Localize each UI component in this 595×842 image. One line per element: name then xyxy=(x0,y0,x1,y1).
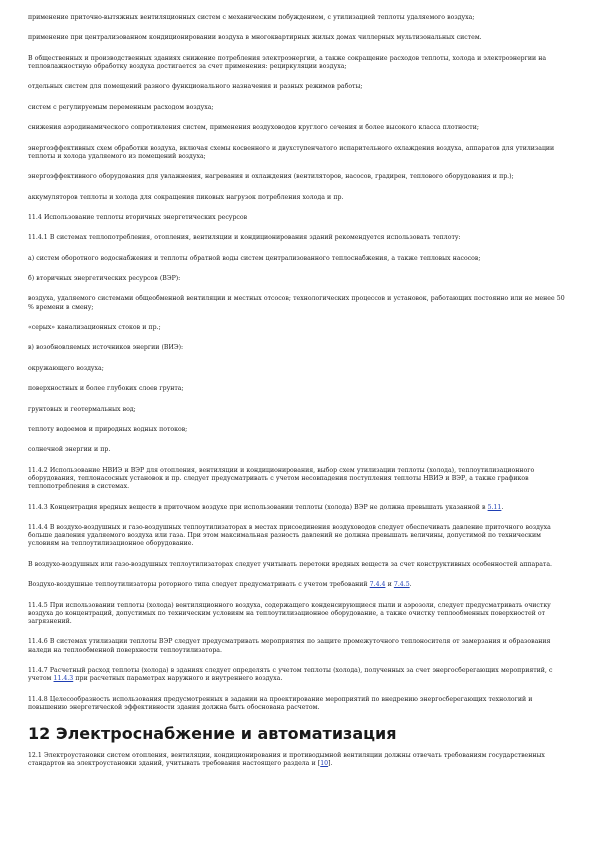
reference-link[interactable]: 7.4.4 xyxy=(369,581,386,589)
paragraph: 11.4.2 Использование НВИЭ и ВЭР для отопления, вентиляции и кондиционирования, выбор схем утилизации теплоты (холода), теплоутилизационного оборудования, теплонасосных установок и пр. следует предусматривать с учетом несовпадения поступления теплоты НВИЭ и ВЭР, а также графиков теплопотребления в системах. xyxy=(28,466,535,491)
paragraph-list xyxy=(28,14,568,712)
paragraph: применение при централизованном кондиционировании воздуха в многоквартирных жилых домах чиллерных мультизональных систем. xyxy=(28,34,482,42)
paragraph: отдельных систем для помещений разного функционального назначения и разных режимов работы; xyxy=(28,83,363,91)
paragraph: поверхностных и более глубоких слоев грунта; xyxy=(28,385,184,393)
paragraph: 11.4.5 При использовании теплоты (холода) вентиляционного воздуха, содержащего конденсирующиеся пыли и аэрозоли, следует предусматривать очистку воздуха до концентраций, допустимых по техническим условиям на теплоутилизационное оборудование, а также очистку теплообменных поверхностей от загрязнений. xyxy=(28,601,551,625)
paragraph: 12.1 Электроустановки систем отопления, вентиляции, кондиционирования и противодымной вентиляции должны отвечать требованиям государственных стандартов на электроустановки зданий, учитывать требования настоящего раздела и [10]. xyxy=(28,752,545,768)
paragraph: 11.4.7 Расчетный расход теплоты (холода) в зданиях следует определять с учетом теплоты (холода), полученных за счет энергосберегающих мероприятий, с учетом 11.4.3 при расчетных параметрах наружного и внутреннего воздуха. xyxy=(28,666,553,683)
paragraph: снижения аэродинамического сопротивления систем, применения воздуховодов круглого сечения и более высокого класса плотности; xyxy=(28,124,479,132)
paragraph: 11.4 Использование теплоты вторичных энергетических ресурсов xyxy=(28,213,248,221)
document-body xyxy=(28,14,568,781)
paragraph: окружающего воздуха; xyxy=(28,364,104,372)
paragraph: аккумуляторов теплоты и холода для сокращения пиковых нагрузок потребления холода и пр. xyxy=(28,193,344,201)
reference-link[interactable]: 11.4.3 xyxy=(53,675,74,683)
paragraph: 11.4.8 Целесообразность использования предусмотренных в задании на проектирование мероприятий по внедрению энергосберегающих технологий и повышению энергетической эффективности здания должна быть обоснована расчетом. xyxy=(28,695,533,711)
paragraph: а) систем оборотного водоснабжения и теплоты обратной воды систем централизованного теплоснабжения, а также тепловых насосов; xyxy=(28,254,481,262)
paragraph: солнечной энергии и пр. xyxy=(28,446,111,454)
paragraph: энергоэффективного оборудования для увлажнения, нагревания и охлаждения (вентиляторов, насосов, градирен, теплового оборудования и пр.); xyxy=(28,173,514,181)
paragraph: систем с регулируемым переменным расходом воздуха; xyxy=(28,103,214,111)
paragraph: В воздухо-воздушных или газо-воздушных теплоутилизаторах следует учитывать перетоки вредных веществ за счет конструктивных особенностей аппарата. xyxy=(28,560,552,568)
paragraph: Воздухо-воздушные теплоутилизаторы роторного типа следует предусматривать с учетом требований 7.4.4 и 7.4.5. xyxy=(28,581,412,589)
paragraph: воздуха, удаляемого системами общеобменной вентиляции и местных отсосов; технологических процессов и установок, работающих постоянно или не менее 50 % времени в смену; xyxy=(28,295,565,311)
paragraph: 11.4.4 В воздухо-воздушных и газо-воздушных теплоутилизаторах в местах присоединения воздуховодов следует обеспечивать давление приточного воздуха больше давления удаляемого воздуха или газа. При этом максимальная разность давлений не должна превышать величины, допустимой по техническим условиям на теплоутилизационное оборудование. xyxy=(28,524,551,548)
section-heading: 12 Электроснабжение и автоматизация xyxy=(28,724,397,744)
reference-link[interactable]: 10 xyxy=(320,760,329,768)
paragraph: 11.4.3 Концентрация вредных веществ в приточном воздухе при использовании теплоты (холода) ВЭР не должна превышать указанной в 5.11. xyxy=(28,503,504,511)
reference-link[interactable]: 5.11 xyxy=(487,503,502,511)
paragraph: 11.4.1 В системах теплопотребления, отопления, вентиляции и кондиционирования зданий рекомендуется использовать теплоту: xyxy=(28,234,461,242)
paragraph: применение приточно-вытяжных вентиляционных систем с механическим побуждением, с утилизацией теплоты удаляемого воздуха; xyxy=(28,14,475,21)
paragraph: в) возобновляемых источников энергии (ВИЭ): xyxy=(28,344,184,352)
reference-link[interactable]: 7.4.5 xyxy=(393,581,410,589)
paragraph: грунтовых и геотермальных вод; xyxy=(28,405,136,413)
paragraph-list-after-heading xyxy=(28,752,568,768)
paragraph: 11.4.6 В системах утилизации теплоты ВЭР следует предусматривать мероприятия по защите промежуточного теплоносителя от замерзания и образования наледи на теплообменной поверхности теплоутилизатора. xyxy=(28,638,551,654)
paragraph: «серых» канализационных стоков и пр.; xyxy=(28,324,161,332)
paragraph: б) вторичных энергетических ресурсов (ВЭР): xyxy=(28,275,181,283)
paragraph: теплоту водоемов и природных водных потоков; xyxy=(28,426,188,434)
paragraph: энергоэффективных схем обработки воздуха, включая схемы косвенного и двухступенчатого испарительного охлаждения воздуха, аппаратов для утилизации теплоты и холода удаляемого из помещений воздуха; xyxy=(28,144,555,160)
paragraph: В общественных и производственных зданиях снижение потребления электроэнергии, а также сокращение расходов теплоты, холода и электроэнергии на тепловлажностную обработку воздуха достигается за счет применения: рециркуляции воздуха; xyxy=(28,54,547,70)
